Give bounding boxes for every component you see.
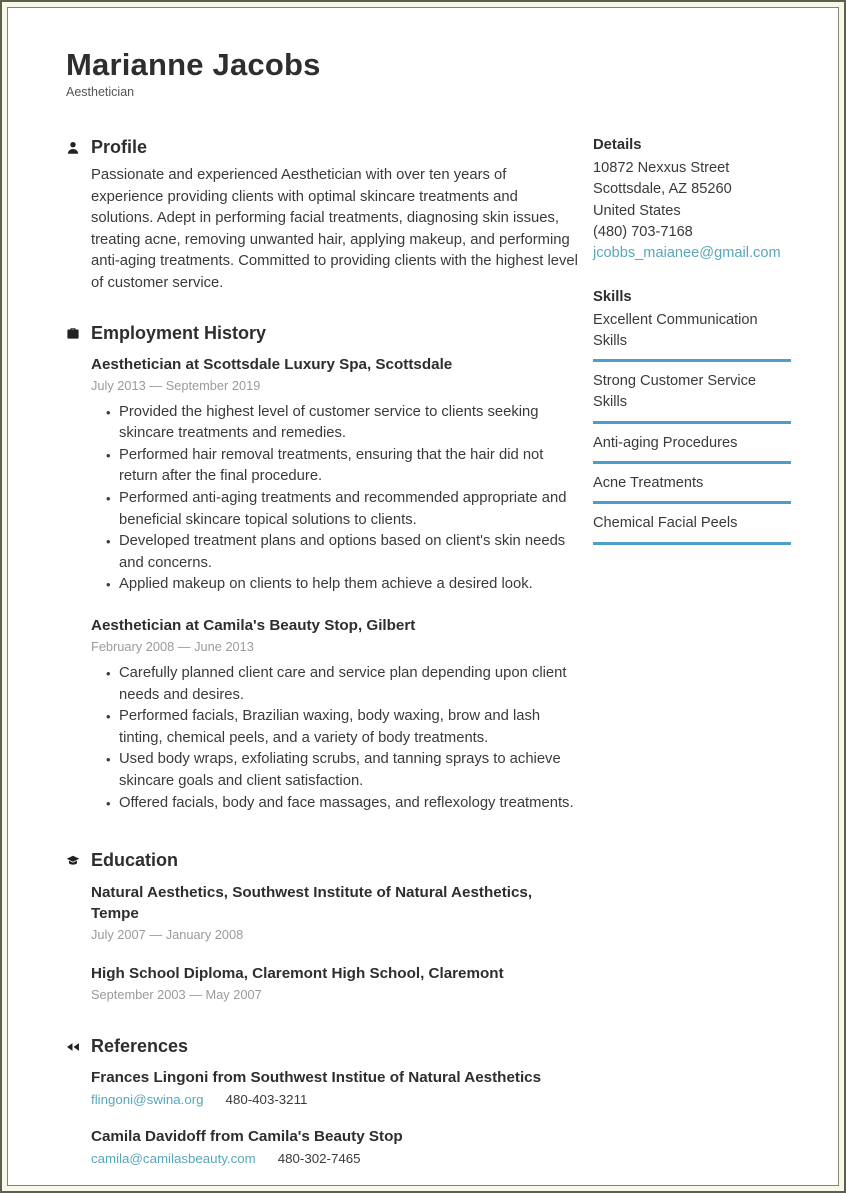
skill-level-bar [593,542,791,545]
skills-block [593,289,791,545]
job-bullet-list [91,402,578,596]
job-bullet: • Developed treatment plans and options based on client's skin needs and concerns. [91,531,578,574]
skill-label: Acne Treatments [593,475,704,492]
quote-icon [66,1040,80,1054]
job-bullet: • Performed facials, Brazilian waxing, body waxing, brow and lash tinting, chemical peels, and a variety of body treatments. [91,706,578,749]
reference-entry [91,1127,578,1166]
skill-level-bar [593,461,791,464]
skills-heading: Skills [593,288,632,305]
email-link[interactable]: jcobbs_maianee@gmail.com [593,245,781,262]
phone-number: (480) 703-7168 [593,223,693,240]
reference-phone: 480-403-3211 [225,1092,308,1108]
skill-label: Chemical Facial Peels [593,515,738,532]
job-entry [91,355,578,596]
education-title: Natural Aesthetics, Southwest Institute of Natural Aesthetics, Tempe [91,884,533,923]
skill-label: Strong Customer Service Skills [593,373,757,411]
section-employment [66,323,578,815]
address-street: 10872 Nexxus Street [593,160,730,177]
section-references [66,1036,578,1166]
job-title: Aesthetician at Scottsdale Luxury Spa, Scottsdale [91,355,453,373]
skill-item [593,433,791,464]
job-dates: February 2008 — June 2013 [91,639,254,654]
job-bullet: • Performed anti-aging treatments and recommended appropriate and beneficial skincare topical solutions to clients. [91,488,578,531]
reference-name: Frances Lingoni from Southwest Institue of Natural Aesthetics [91,1069,542,1087]
section-education [66,850,578,1002]
reference-entry [91,1068,578,1107]
person-icon [66,141,80,155]
skill-item [593,310,791,363]
job-bullet: • Used body wraps, exfoliating scrubs, and tanning sprays to achieve skincare goals and client satisfaction. [91,749,578,792]
skill-level-bar [593,359,791,362]
reference-phone: 480-302-7465 [277,1151,361,1167]
candidate-job-title: Aesthetician [66,85,135,100]
education-entry [91,882,578,942]
skill-level-bar [593,501,791,504]
candidate-name: Marianne Jacobs [66,47,321,82]
job-entry [91,616,578,814]
job-bullet: • Offered facials, body and face massages, and reflexology treatments. [91,793,578,815]
skill-item [593,473,791,504]
graduation-cap-icon [66,854,80,868]
profile-summary: Passionate and experienced Aesthetician with over ten years of experience providing clients with optimal skincare treatments and solutions. Adept in performing facial treatments, diagnosing skin issues, treating acne, removing unwanted hair, applying makeup, and performing anti-aging treatments. Committed to providing clients with the highest level of customer service. [91,167,578,292]
reference-email-link[interactable]: flingoni@swina.org [91,1092,204,1108]
job-bullet: • Applied makeup on clients to help them achieve a desired look. [91,574,578,596]
reference-email-link[interactable]: camila@camilasbeauty.com [91,1151,256,1167]
skill-label: Excellent Communication Skills [593,311,758,349]
main-column [66,137,578,1166]
details-heading: Details [593,137,642,154]
job-bullet-list [91,663,578,814]
resume-page [7,7,839,1186]
resume-header [66,48,784,99]
job-bullet: • Carefully planned client care and service plan depending upon client needs and desires. [91,663,578,706]
skill-level-bar [593,421,791,424]
briefcase-icon [66,326,80,340]
education-dates: September 2003 — May 2007 [91,987,262,1003]
education-title: High School Diploma, Claremont High School, Claremont [91,965,504,983]
education-dates: July 2007 — January 2008 [91,927,244,943]
section-profile [66,137,578,295]
references-heading: References [91,1036,189,1057]
job-bullet: • Provided the highest level of customer service to clients seeking skincare treatments and remedies. [91,402,578,445]
reference-name: Camila Davidoff from Camila's Beauty Stop [91,1128,403,1146]
education-heading: Education [91,850,179,871]
employment-heading: Employment History [91,322,267,343]
job-title: Aesthetician at Camila's Beauty Stop, Gilbert [91,617,416,634]
education-entry [91,963,578,1002]
skill-item [593,371,791,424]
details-block [593,137,791,264]
job-dates: July 2013 — September 2019 [91,377,261,393]
address-city: Scottsdale, AZ 85260 [593,181,732,198]
skill-label: Anti-aging Procedures [593,434,738,451]
job-bullet: • Performed hair removal treatments, ensuring that the hair did not return after the final procedure. [91,445,578,488]
address-country: United States [593,202,681,219]
profile-heading: Profile [91,137,148,158]
sidebar-column [593,137,791,1166]
skill-item [593,513,791,544]
